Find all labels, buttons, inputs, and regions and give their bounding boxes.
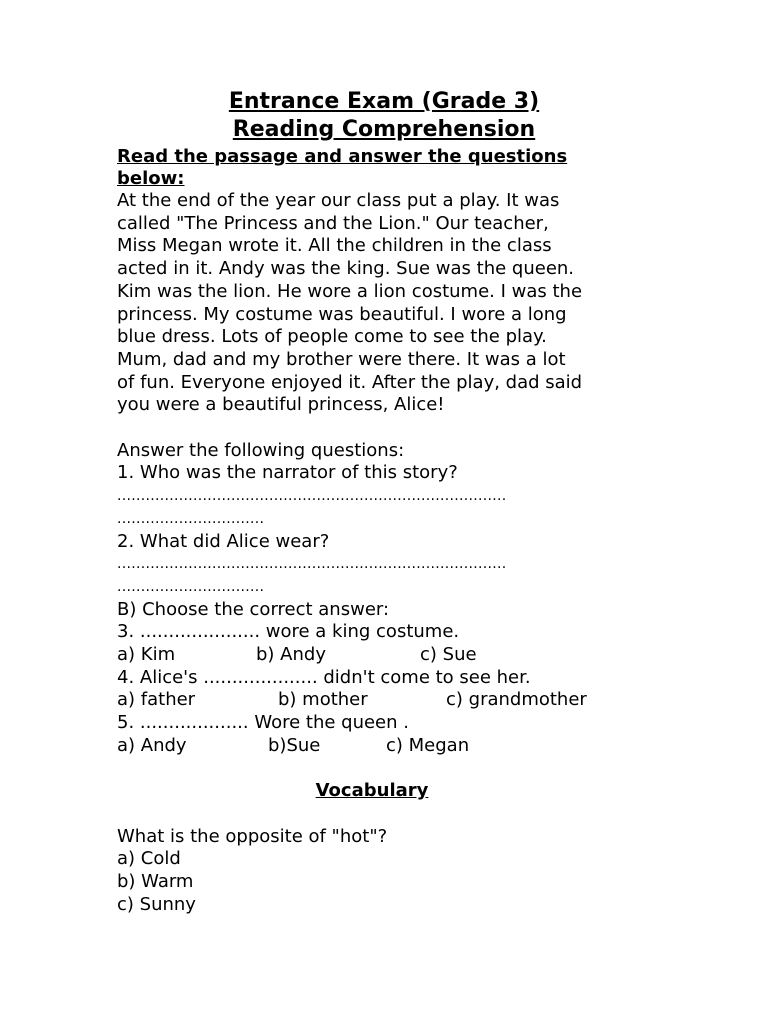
passage-line: At the end of the year our class put a play. It was bbox=[117, 190, 560, 211]
spacer bbox=[117, 758, 657, 781]
questions-intro: Answer the following questions: bbox=[117, 439, 405, 461]
question-2: 2. What did Alice wear? bbox=[117, 530, 330, 552]
vocab-option-b[interactable]: b) Warm bbox=[117, 871, 194, 892]
option-b[interactable]: b) Andy bbox=[256, 644, 326, 666]
option-b[interactable]: b) mother bbox=[278, 689, 368, 711]
option-a[interactable]: a) Kim bbox=[117, 644, 176, 666]
questions-section bbox=[117, 440, 657, 599]
option-c[interactable]: c) grandmother bbox=[446, 689, 587, 711]
vocabulary-heading: Vocabulary bbox=[315, 780, 429, 802]
option-a[interactable]: a) Andy bbox=[117, 734, 187, 756]
instruction-line-1: Read the passage and answer the questions bbox=[117, 146, 568, 167]
reading-passage bbox=[117, 190, 657, 417]
exam-subtitle: Reading Comprehension bbox=[232, 117, 536, 142]
vocab-option-c[interactable]: c) Sunny bbox=[117, 893, 196, 915]
question-1: 1. Who was the narrator of this story? bbox=[117, 462, 458, 484]
question-3-options bbox=[117, 644, 657, 667]
passage-line: Kim was the lion. He wore a lion costume. I was the bbox=[117, 280, 583, 302]
passage-line: princess. My costume was beautiful. I wore a long bbox=[117, 303, 567, 325]
answer-line-1a[interactable]: .................................................................................. bbox=[117, 488, 507, 505]
passage-line: you were a beautiful princess, Alice! bbox=[117, 394, 445, 416]
option-c[interactable]: c) Sue bbox=[420, 644, 477, 666]
passage-line: Miss Megan wrote it. All the children in the class bbox=[117, 235, 552, 257]
question-3: 3. ..................... wore a king costume. bbox=[117, 621, 460, 643]
passage-line: blue dress. Lots of people come to see the play. bbox=[117, 326, 547, 348]
answer-line-1b[interactable]: ............................... bbox=[117, 510, 265, 527]
passage-line: of fun. Everyone enjoyed it. After the play, dad said bbox=[117, 371, 583, 393]
vocab-option-a[interactable]: a) Cold bbox=[117, 848, 181, 870]
vocabulary-section bbox=[117, 826, 657, 917]
answer-line-2a[interactable]: .................................................................................. bbox=[117, 556, 507, 573]
spacer bbox=[117, 803, 657, 826]
passage-line: called "The Princess and the Lion." Our teacher, bbox=[117, 212, 549, 234]
answer-line-2b[interactable]: ............................... bbox=[117, 578, 265, 595]
spacer bbox=[117, 417, 657, 440]
vocabulary-question: What is the opposite of "hot"? bbox=[117, 825, 388, 847]
instruction-line-2: below: bbox=[117, 168, 185, 189]
option-b[interactable]: b)Sue bbox=[268, 734, 321, 756]
multiple-choice-section bbox=[117, 599, 657, 758]
passage-line: Mum, dad and my brother were there. It was a lot bbox=[117, 348, 566, 370]
exam-title: Entrance Exam (Grade 3) bbox=[228, 89, 540, 114]
question-5-options bbox=[117, 735, 657, 758]
option-c[interactable]: c) Megan bbox=[386, 734, 470, 756]
question-4: 4. Alice's .................... didn't come to see her. bbox=[117, 666, 531, 688]
passage-line: acted in it. Andy was the king. Sue was the queen. bbox=[117, 258, 575, 280]
option-a[interactable]: a) father bbox=[117, 689, 196, 711]
section-b-heading: B) Choose the correct answer: bbox=[117, 598, 390, 620]
exam-page bbox=[117, 88, 657, 916]
question-5: 5. ................... Wore the queen . bbox=[117, 712, 409, 734]
question-4-options bbox=[117, 689, 657, 712]
